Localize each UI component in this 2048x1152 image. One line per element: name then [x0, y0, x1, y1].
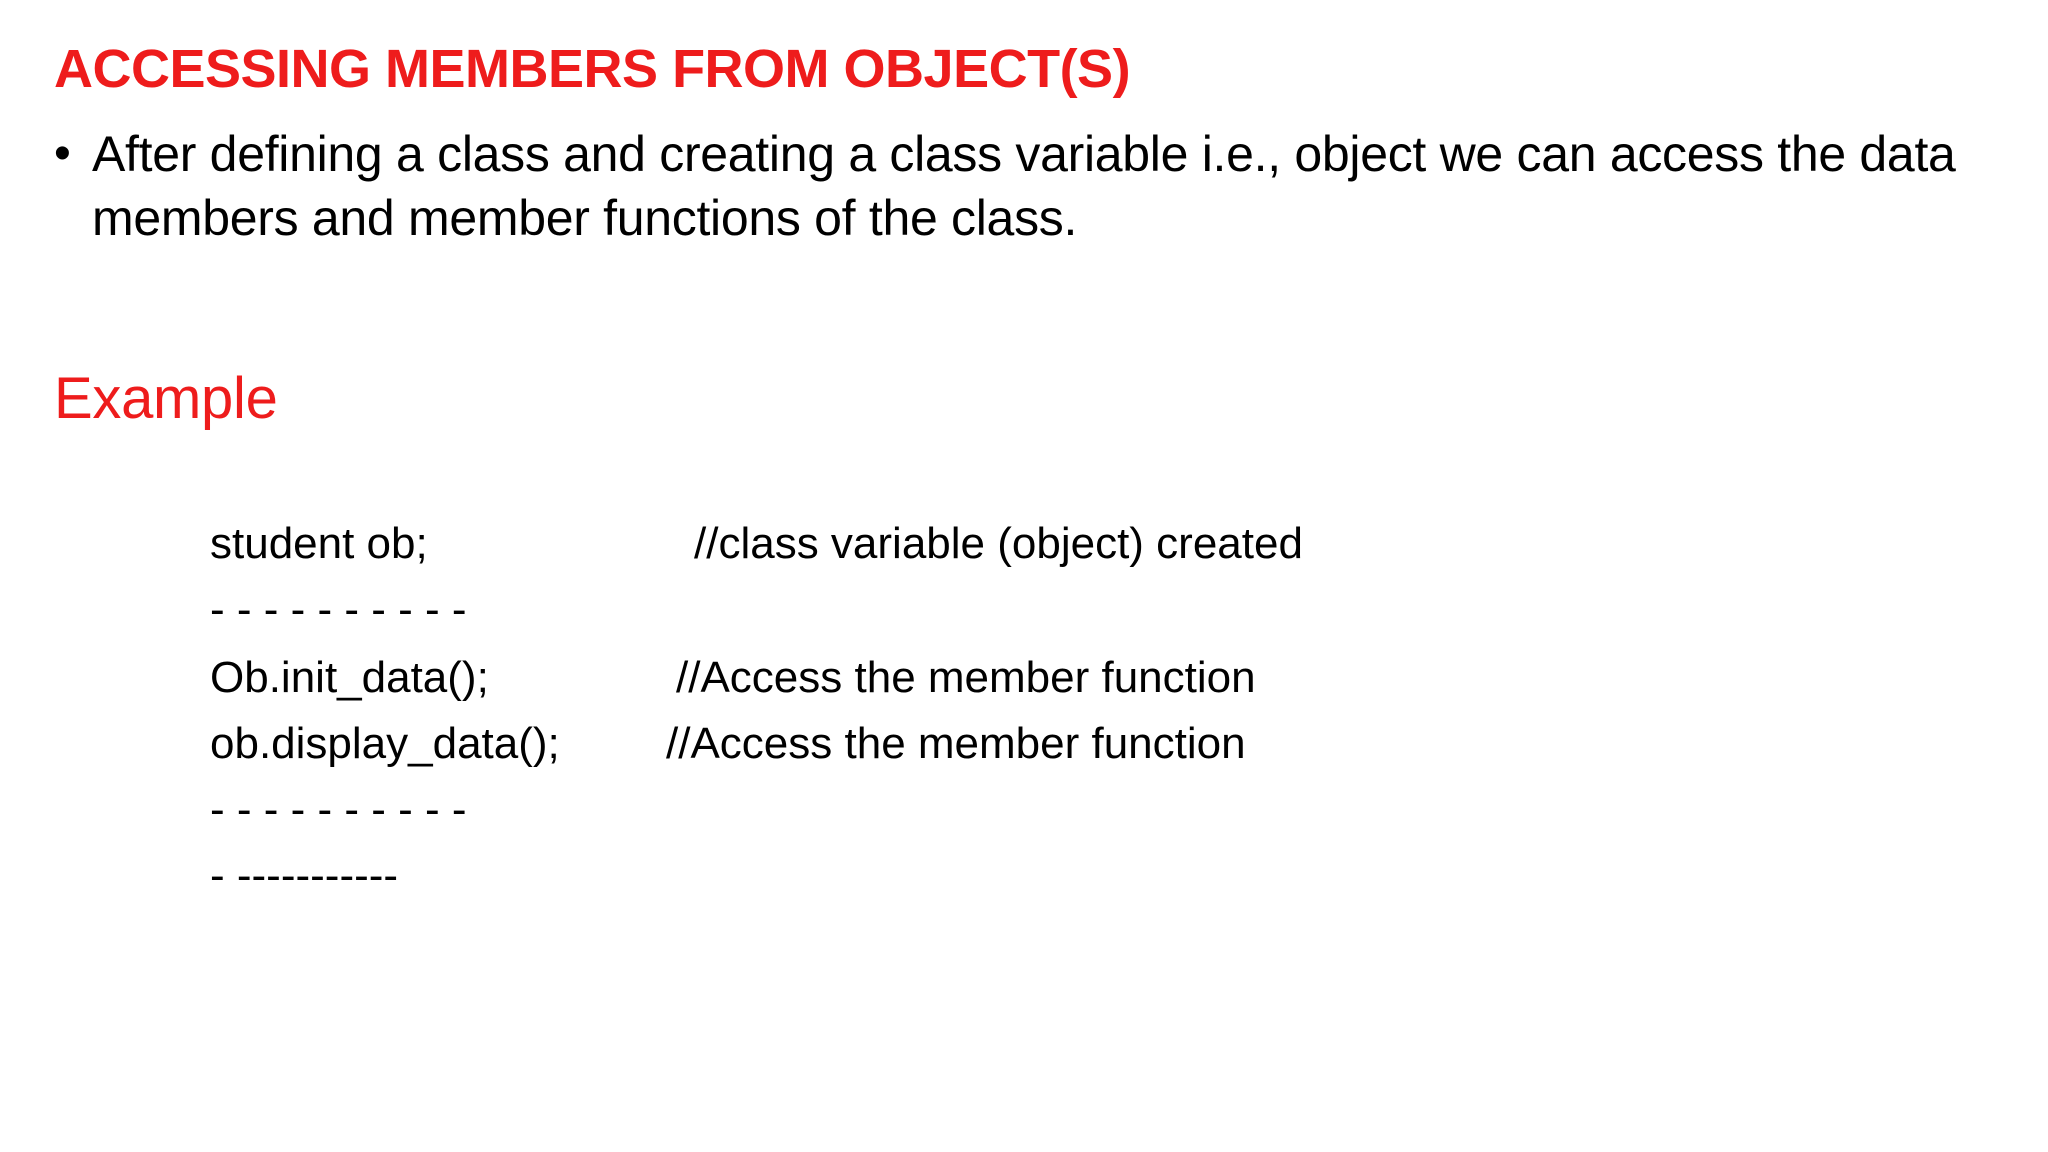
code-statement: student ob; [210, 519, 428, 568]
code-comment: //Access the member function [666, 719, 1246, 768]
code-comment: //Access the member function [676, 653, 1256, 702]
code-line [210, 714, 1610, 774]
code-line [210, 580, 1610, 640]
code-comment: //class variable (object) created [694, 519, 1303, 568]
code-statement: Ob.init_data(); [210, 653, 489, 702]
example-heading: Example [54, 366, 278, 431]
code-statement: ob.display_data(); [210, 719, 560, 768]
code-line [210, 648, 1610, 708]
slide-title: ACCESSING MEMBERS FROM OBJECT(S) [54, 39, 1131, 99]
bullet-dot-icon: • [54, 127, 71, 180]
code-statement: - - - - - - - - - - [210, 585, 467, 634]
code-line [210, 846, 1610, 906]
code-line [210, 780, 1610, 840]
code-statement: - ----------- [210, 851, 399, 900]
code-line [210, 514, 1610, 574]
bullet-text: After defining a class and creating a class variable i.e., object we can access the data members and member functions of the class. [92, 126, 1956, 246]
code-statement: - - - - - - - - - - [210, 785, 467, 834]
